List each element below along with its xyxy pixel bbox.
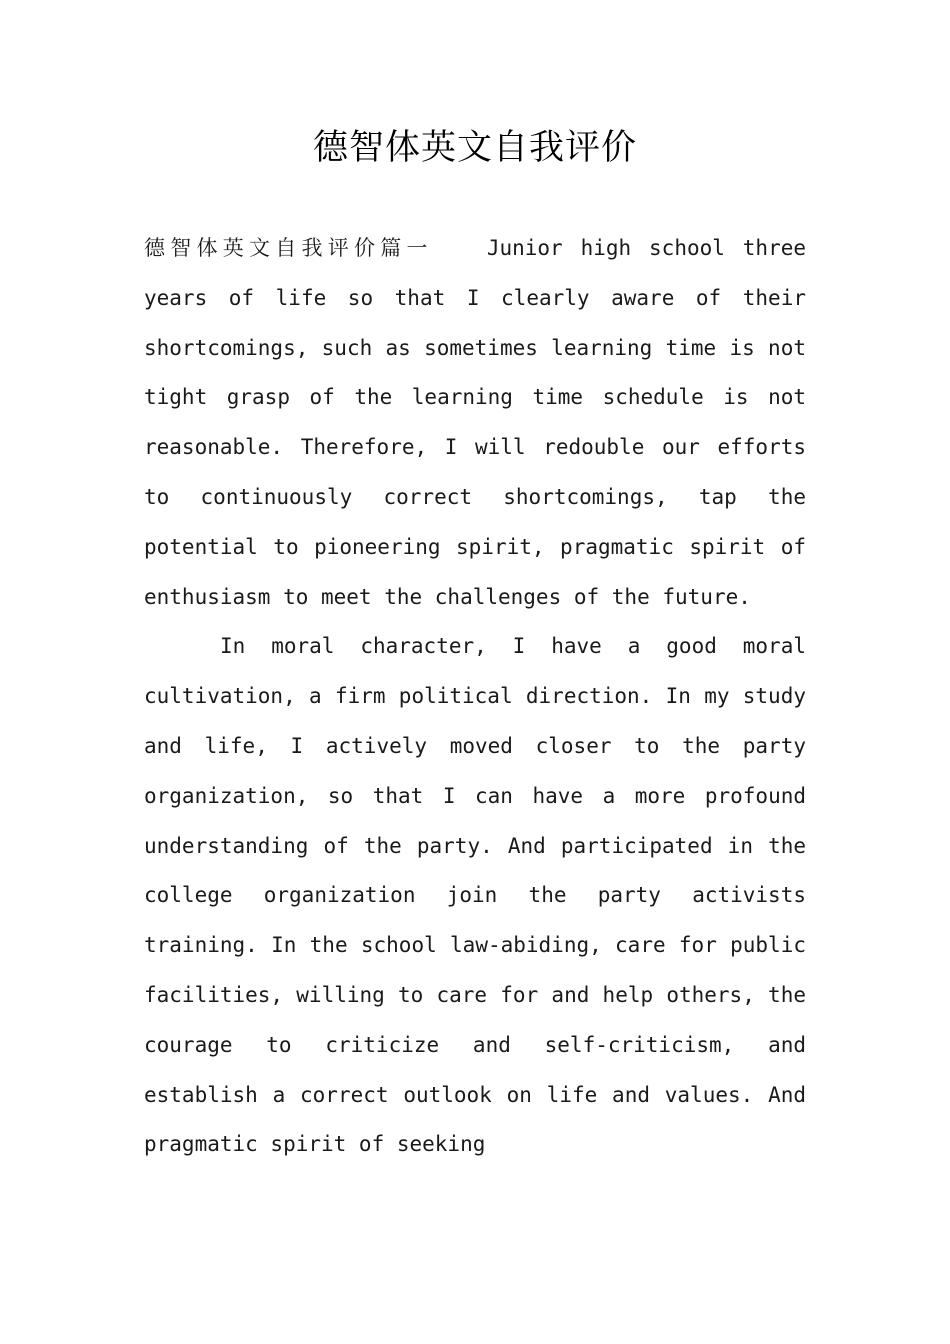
document-title: 德智体英文自我评价 [312,128,637,168]
paragraph-1 [144,224,806,622]
paragraph-1-text: Junior high school three years of life so that I clearly aware of their shortcomings, such as sometimes learning time is not tight grasp of the learning time schedule is not reasonable. Therefore, I will redouble our efforts to continuously correct shortcomings, tap the potential to pioneering spirit, pragmatic spirit of enthusiasm to meet the challenges of the future. [144,236,807,609]
paragraph-2 [144,622,806,1170]
paragraph-2-text: In moral character, I have a good moral cultivation, a firm political direction. In my study and life, I actively moved closer to the party organization, so that I can have a more profound understanding of the party. And participated in the college organization join the party activists training. In the school law-abiding, care for public facilities, willing to care for and help others, the courage to criticize and self-criticism, and establish a correct outlook on life and values. And pragmatic spirit of seeking [144,634,806,1157]
section-heading: 德智体英文自我评价篇一 [144,236,433,260]
document-body [144,224,806,1170]
